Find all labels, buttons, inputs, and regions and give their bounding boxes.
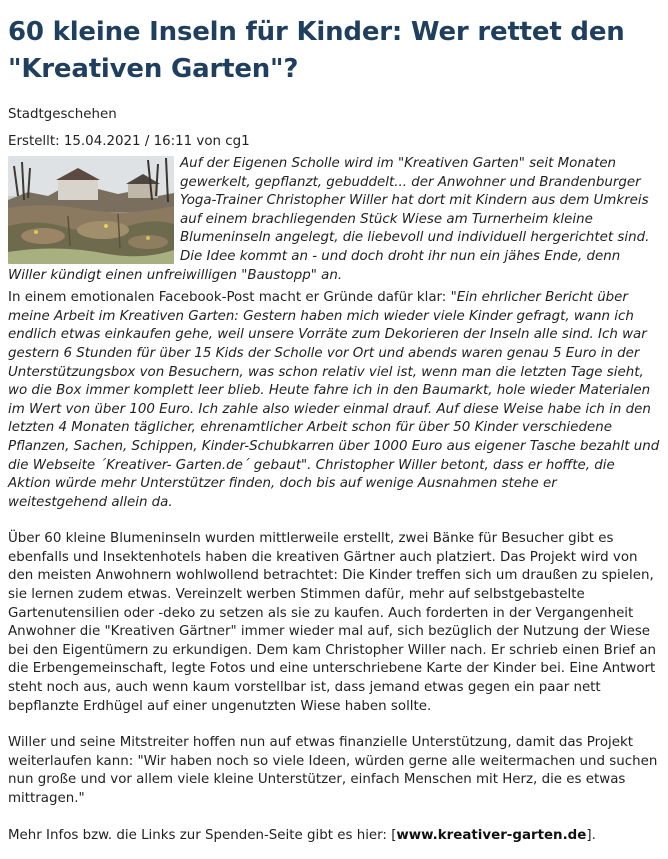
paragraph-4 xyxy=(8,827,660,846)
paragraph-1-lead: In einem emotionalen Facebook-Post macht er Gründe dafür klar: xyxy=(8,290,451,306)
kreativer-garten-link[interactable]: www.kreativer-garten.de xyxy=(396,827,587,843)
article-intro-block xyxy=(8,155,660,285)
paragraph-1-quote: "Ein ehrlicher Bericht über meine Arbeit im Kreativen Garten: Gestern haben mich wieder viele Kinder gefragt, wann ich endlich etwas einkaufen gehe, weil unsere Vorräte zum Dekorieren der Inseln alle sind. Ich war gestern 6 Stunden für über 15 Kids der Scholle vor Ort und abends waren genau 5 Euro in der Unterstützungsbox von Besuchern, was schon relativ viel ist, wenn man die letzten Tage sieht, wo die Box immer komplett leer blieb. Heute fahre ich in den Baumarkt, hole wieder Materialen im Wert von über 100 Euro. Ich zahle also wieder einmal drauf. Auf diese Weise habe ich in den letzten 4 Monaten täglicher, ehrenamtlicher Arbeit schon für über 50 Kinder verschiedene Pflanzen, Sachen, Schippen, Kinder-Schubkarren über 1000 Euro aus eigener Tasche bezahlt und die Webseite ´Kreativer- Garten.de´ gebaut". Christopher Willer betont, dass er hoffte, die Aktion würde mehr Unterstützer finden, doch bis auf wenige Ausnahmen stehe er weitestgehend allein da. xyxy=(8,290,660,510)
article-category: Stadtgeschehen xyxy=(8,107,117,122)
garden-photo[interactable] xyxy=(8,156,174,264)
paragraph-4-lead: Mehr Infos bzw. die Links zur Spenden-Seite gibt es hier: [ xyxy=(8,827,397,843)
paragraph-4-tail: ]. xyxy=(586,827,596,843)
article-created-info: Erstellt: 15.04.2021 / 16:11 von cg1 xyxy=(8,133,250,149)
paragraph-3: Willer und seine Mitstreiter hoffen nun auf etwas finanzielle Unterstützung, damit das Projekt weiterlaufen kann: "Wir haben noch so viele Ideen, würden gerne alle weitermachen und suchen nun große und vor allem viele kleine Unterstützer, einfach Menschen mit Herz, die es etwas mittragen." xyxy=(8,735,658,806)
article-title: 60 kleine Inseln für Kinder: Wer rettet den "Kreativen Garten"? xyxy=(8,17,625,84)
article-intro: Auf der Eigenen Scholle wird im "Kreativen Garten" seit Monaten gewerkelt, gepflanzt, gebuddelt... der Anwohner und Brandenburger Yoga-Trainer Christopher Willer hat dort mit Kindern aus dem Umkreis auf einem brachliegenden Stück Wiese am Turnerheim kleine Blumeninseln angelegt, die liebevoll und individuell hergerichtet sind. Die Idee kommt an - und doch droht ihr nun ein jähes Ende, denn Willer kündigt einen unfreiwilligen "Baustopp" an. xyxy=(8,156,650,283)
paragraph-2: Über 60 kleine Blumeninseln wurden mittlerweile erstellt, zwei Bänke für Besucher gibt es ebenfalls und Insektenhotels haben die kreativen Gärtner auch platziert. Das Projekt wird von den meisten Anwohnern wohlwollend betrachtet: Die Kinder treffen sich um draußen zu spielen, sie lernen zudem etwas. Vereinzelt werben Stimmen dafür, mehr auf selbstgebastelte Gartenutensilien oder -deko zu setzen als sie zu kaufen. Auch forderten in der Vergangenheit Anwohner die "Kreativen Gärtner" immer wieder mal auf, sich bezüglich der Nutzung der Wiese bei den Eigentümern zu erkundigen. Dem kam Christopher Willer nach. Er schrieb einen Brief an die Erbengemeinschaft, legte Fotos und eine unterschriebene Karte der Kinder bei. Eine Antwort steht noch aus, auch wenn kaum vorstellbar ist, dass jemand etwas gegen ein paar nett bepflanzte Erdhügel auf einer ungenutzten Wiese haben sollte. xyxy=(8,531,656,714)
paragraph-1 xyxy=(8,289,660,512)
